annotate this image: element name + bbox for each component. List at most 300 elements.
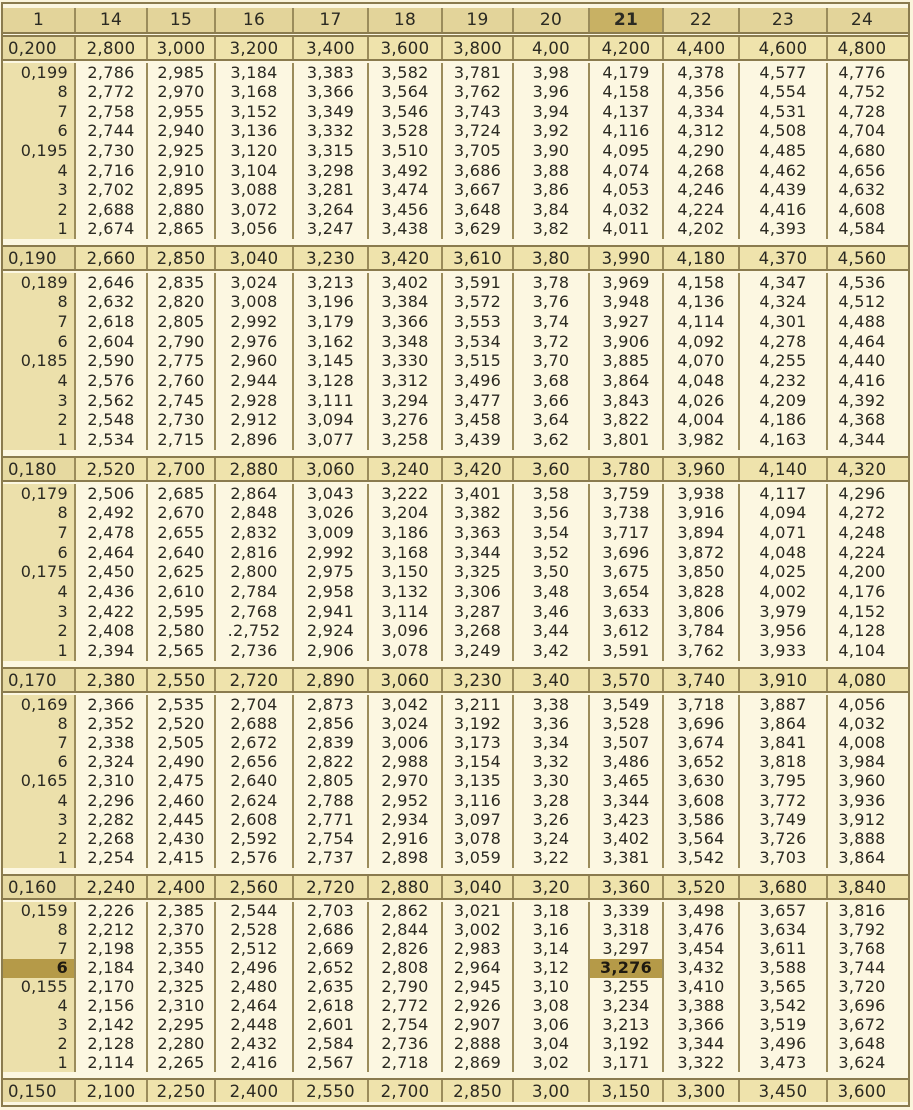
row-cell-value: 4,002 — [740, 582, 828, 602]
row-cell-value: 2,826 — [369, 940, 443, 959]
row-cell-label: 7 — [3, 102, 76, 122]
row-cell-label: 6 — [3, 753, 76, 772]
row-cell-value: 3,12 — [514, 959, 590, 978]
row-cell-value: 3,04 — [514, 1034, 590, 1053]
band-cell-label: 0,180 — [3, 458, 76, 480]
row-cell-label: 7 — [3, 523, 76, 543]
row-cell-value: 4,512 — [838, 292, 886, 312]
row-cell-value: 3,888 — [838, 829, 886, 849]
row-cell-value: 4,632 — [838, 180, 886, 200]
row-cell-value: 3,024 — [216, 273, 294, 293]
table-row — [3, 1034, 908, 1053]
row-cell-value: 3,969 — [590, 273, 664, 293]
row-cell-value: 2,656 — [216, 753, 294, 772]
row-cell-value: 3,564 — [664, 830, 740, 849]
band-row — [3, 35, 908, 61]
row-cell-value: 2,464 — [76, 543, 148, 563]
row-cell-value: 3,44 — [514, 622, 590, 642]
row-cell-value: 3,586 — [664, 810, 740, 829]
row-cell-value: 3,473 — [740, 1053, 828, 1072]
row-cell-value: 3,724 — [443, 122, 514, 142]
band-cell-value: 3,960 — [664, 458, 740, 480]
row-cell-value: 2,672 — [216, 733, 294, 752]
row-cell-value: 3,234 — [590, 996, 664, 1015]
row-cell-label: 6 — [3, 332, 76, 352]
row-cell-value: 3,652 — [664, 753, 740, 772]
row-cell-value: 3,759 — [590, 484, 664, 504]
row-cell-value: 3,186 — [369, 523, 443, 543]
band-cell-value: 4,00 — [514, 37, 590, 59]
row-cell-value: 3,476 — [664, 921, 740, 940]
row-cell-value: 3,111 — [294, 391, 369, 411]
row-cell-value: 3,98 — [514, 63, 590, 83]
row-cell-value: 2,156 — [76, 996, 148, 1015]
row-cell-value: 3,298 — [294, 161, 369, 181]
row-cell-value: 3,591 — [590, 641, 664, 661]
band-cell-label: 0,170 — [3, 669, 76, 691]
row-cell-value: 3,841 — [740, 733, 828, 752]
row-cell-value: 2,624 — [216, 791, 294, 810]
row-cell-value: 3,366 — [664, 1015, 740, 1034]
row-cell-value: 3,114 — [369, 602, 443, 622]
row-cell-value: 2,562 — [76, 391, 148, 411]
band-cell-value: 2,400 — [216, 1080, 294, 1102]
row-cell-label: 6 — [3, 122, 76, 142]
row-cell-value: 2,430 — [148, 830, 216, 849]
band-cell-value: 4,370 — [740, 247, 828, 269]
row-cell-value: 3,822 — [590, 411, 664, 431]
row-cell-label: 4 — [3, 161, 76, 181]
row-cell-value: 2,184 — [76, 959, 148, 978]
row-cell-value: 2,896 — [216, 430, 294, 450]
row-cell-value: 2,688 — [76, 200, 148, 220]
row-cell-value: 4,248 — [838, 523, 886, 543]
row-cell-label: 0,185 — [3, 352, 76, 372]
row-cell-value: 4,485 — [740, 141, 828, 161]
row-cell-value: 3,297 — [590, 940, 664, 959]
row-cell-value: 2,786 — [76, 63, 148, 83]
row-cell-value: 4,094 — [740, 504, 828, 524]
row-cell-value: 3,762 — [664, 641, 740, 661]
row-cell-value: 3,588 — [740, 959, 828, 978]
row-cell-value: 2,702 — [76, 180, 148, 200]
band-cell-value: 3,060 — [369, 669, 443, 691]
table-row — [3, 810, 908, 829]
band-cell-value: 3,300 — [664, 1080, 740, 1102]
row-cell-value: 3,956 — [740, 622, 828, 642]
band-cell-label: 0,160 — [3, 876, 76, 898]
row-cell-label: 8 — [3, 83, 76, 103]
row-cell-value: 4,114 — [664, 312, 740, 332]
row-cell-value: 3,94 — [514, 102, 590, 122]
row-cell-value: 2,730 — [148, 411, 216, 431]
row-cell-value: 3,135 — [443, 772, 514, 791]
band-cell-value: 2,550 — [294, 1080, 369, 1102]
row-cell-value: 4,004 — [664, 411, 740, 431]
row-cell-value: 3,024 — [369, 714, 443, 733]
row-cell-value: 2,888 — [443, 1034, 514, 1053]
row-cell-value: 4,209 — [740, 391, 828, 411]
row-cell-value: 2,869 — [443, 1053, 514, 1072]
band-cell-value: 3,040 — [216, 247, 294, 269]
table-row — [3, 141, 908, 161]
row-cell-value: 2,601 — [294, 1015, 369, 1034]
row-cell-value: 2,864 — [216, 484, 294, 504]
row-cell-value: 3,168 — [369, 543, 443, 563]
row-cell-value: 4,074 — [590, 161, 664, 181]
row-cell-value: 2,820 — [148, 293, 216, 313]
row-cell-value: 3,633 — [590, 602, 664, 622]
row-cell-value: 2,576 — [216, 849, 294, 868]
header-cell-value: 22 — [664, 8, 740, 32]
row-cell-value: 3,591 — [443, 273, 514, 293]
table-row — [3, 791, 908, 810]
row-cell-value: 2,940 — [148, 122, 216, 142]
row-cell-value: 2,772 — [369, 996, 443, 1015]
row-cell-value: 2,506 — [76, 484, 148, 504]
row-cell-value: 4,531 — [740, 102, 828, 122]
row-cell-value: 4,680 — [838, 141, 886, 160]
row-cell-value: 2,685 — [148, 484, 216, 504]
row-cell-label: 1 — [3, 1053, 76, 1072]
row-cell-value: 3,50 — [514, 563, 590, 583]
row-cell-value: 3,630 — [664, 772, 740, 791]
table-row — [3, 504, 908, 524]
row-cell-label: 2 — [3, 622, 76, 642]
row-cell-value: 4,462 — [740, 161, 828, 181]
row-cell-value: 2,975 — [294, 563, 369, 583]
row-cell-value: 3,077 — [294, 430, 369, 450]
row-cell-value: 3,72 — [514, 332, 590, 352]
row-cell-value: 2,475 — [148, 772, 216, 791]
band-cell-value: 2,880 — [369, 876, 443, 898]
row-cell-value: 2,528 — [216, 921, 294, 940]
row-cell-value: 2,385 — [148, 902, 216, 921]
row-cell-value: 3,828 — [664, 582, 740, 602]
row-cell-label: 1 — [3, 219, 76, 239]
row-cell-value: 3,887 — [740, 695, 828, 714]
row-cell-value: 2,686 — [294, 921, 369, 940]
row-cell-label: 2 — [3, 411, 76, 431]
row-cell-value: 2,912 — [216, 411, 294, 431]
row-cell-value: 3,264 — [294, 200, 369, 220]
row-cell-value: 2,772 — [76, 83, 148, 103]
row-cell-value: 2,640 — [148, 543, 216, 563]
header-cell-value: 14 — [76, 8, 148, 32]
row-cell-value: 4,026 — [664, 391, 740, 411]
table-row — [3, 411, 908, 431]
row-cell-value: 3,696 — [664, 714, 740, 733]
row-cell-value: 3,22 — [514, 849, 590, 868]
row-cell-value: 2,590 — [76, 352, 148, 372]
row-cell-value: 3,912 — [838, 810, 886, 829]
row-cell-value: 3,703 — [740, 849, 828, 868]
row-cell-value: 2,754 — [369, 1015, 443, 1034]
row-cell-value: 3,496 — [740, 1034, 828, 1053]
band-cell-value: 3,40 — [514, 669, 590, 691]
row-cell-value: 3,542 — [740, 996, 828, 1015]
table-row — [3, 959, 908, 978]
row-cell-value: 3,002 — [443, 921, 514, 940]
band-cell-value: 3,200 — [216, 37, 294, 59]
row-cell-value: 2,906 — [294, 641, 369, 661]
row-cell-value: 3,984 — [838, 752, 886, 772]
row-cell-label: 0,159 — [3, 902, 76, 921]
row-cell-value: 4,163 — [740, 430, 828, 450]
row-cell-value: 3,255 — [590, 978, 664, 997]
row-cell-value: 2,416 — [216, 1053, 294, 1072]
row-cell-value: 2,544 — [216, 902, 294, 921]
row-cell-value: 3,211 — [443, 695, 514, 714]
row-cell-value: 2,352 — [76, 714, 148, 733]
row-cell-value: 4,356 — [664, 83, 740, 103]
row-cell-value: 3,84 — [514, 200, 590, 220]
table-row — [3, 180, 908, 200]
row-cell-value: 3,916 — [664, 504, 740, 524]
row-cell-value: 2,324 — [76, 753, 148, 772]
band-cell-value: 2,520 — [76, 458, 148, 480]
row-cell-value: 3,249 — [443, 641, 514, 661]
row-cell-value: 3,608 — [664, 791, 740, 810]
table-row — [3, 996, 908, 1015]
row-cell-value: 3,542 — [664, 849, 740, 868]
row-cell-value: 3,120 — [216, 141, 294, 161]
row-cell-value: 3,624 — [838, 1053, 886, 1072]
row-cell-value: 4,158 — [664, 273, 740, 293]
row-cell-value: 3,56 — [514, 504, 590, 524]
row-cell-value: 3,059 — [443, 849, 514, 868]
band-cell-value: 2,250 — [148, 1080, 216, 1102]
row-cell-label: 4 — [3, 371, 76, 391]
row-cell-value: 2,490 — [148, 753, 216, 772]
row-cell-value: 2,618 — [294, 996, 369, 1015]
row-cell-value: 3,933 — [740, 641, 828, 661]
row-cell-value: 3,58 — [514, 484, 590, 504]
row-cell-value: 3,383 — [294, 63, 369, 83]
row-cell-value: 3,64 — [514, 411, 590, 431]
band-cell-value: 2,560 — [216, 876, 294, 898]
row-cell-value: 2,450 — [76, 563, 148, 583]
band-cell-value: 3,00 — [514, 1080, 590, 1102]
row-cell-label: 7 — [3, 733, 76, 752]
row-cell-value: 3,222 — [369, 484, 443, 504]
row-cell-label: 1 — [3, 641, 76, 661]
row-cell-value: 3,104 — [216, 161, 294, 181]
row-cell-value: 3,454 — [664, 940, 740, 959]
row-cell-value: 3,686 — [443, 161, 514, 181]
row-cell-value: 3,213 — [590, 1015, 664, 1034]
row-cell-value: 4,268 — [664, 161, 740, 181]
row-cell-value: 3,021 — [443, 902, 514, 921]
header-cell-value: 23 — [740, 8, 828, 32]
row-cell-value: 2,924 — [294, 622, 369, 642]
band-cell-value: 2,800 — [76, 37, 148, 59]
band-cell-value: 3,000 — [148, 37, 216, 59]
row-cell-value: 2,394 — [76, 641, 148, 661]
row-cell-value: 3,042 — [369, 695, 443, 714]
row-cell-value: 2,674 — [76, 219, 148, 239]
row-cell-value: 3,801 — [590, 430, 664, 450]
row-cell-value: 2,496 — [216, 959, 294, 978]
row-cell-label: 3 — [3, 180, 76, 200]
row-cell-value: 3,330 — [369, 352, 443, 372]
row-cell-value: 4,656 — [838, 160, 886, 180]
table-row — [3, 391, 908, 411]
row-cell-value: 3,402 — [590, 830, 664, 849]
row-cell-value: 2,618 — [76, 312, 148, 332]
row-cell-value: 3,738 — [590, 504, 664, 524]
row-cell-value: 3,674 — [664, 733, 740, 752]
row-cell-value: 3,26 — [514, 810, 590, 829]
row-cell-value: 2,716 — [76, 161, 148, 181]
table-row — [3, 293, 908, 313]
row-cell-value: 3,885 — [590, 352, 664, 372]
row-cell-label: 1 — [3, 430, 76, 450]
row-cell-value: 2,805 — [294, 772, 369, 791]
row-cell-value: 3,864 — [590, 371, 664, 391]
row-cell-value: 3,094 — [294, 411, 369, 431]
row-cell-value: 2,254 — [76, 849, 148, 868]
row-cell-value: 3,287 — [443, 602, 514, 622]
row-cell-value: 3,456 — [369, 200, 443, 220]
row-cell-value: 2,170 — [76, 978, 148, 997]
band-cell-value: 2,660 — [76, 247, 148, 269]
row-cell-value: 2,366 — [76, 695, 148, 714]
row-cell-value: 4,246 — [664, 180, 740, 200]
band-cell-value: 4,140 — [740, 458, 828, 480]
row-cell-value: 2,745 — [148, 391, 216, 411]
row-cell-value: 2,816 — [216, 543, 294, 563]
row-cell-value: 4,536 — [838, 273, 886, 292]
row-cell-value: 2,355 — [148, 940, 216, 959]
row-cell-label: 4 — [3, 582, 76, 602]
row-cell-value: 3,344 — [443, 543, 514, 563]
row-cell-value: 2,325 — [148, 978, 216, 997]
row-cell-label: 0,199 — [3, 63, 76, 83]
row-cell-value: 2,640 — [216, 772, 294, 791]
row-cell-value: 3,344 — [664, 1034, 740, 1053]
band-cell-value: 4,800 — [828, 37, 896, 59]
row-cell-value: 2,964 — [443, 959, 514, 978]
row-cell-value: 3,06 — [514, 1015, 590, 1034]
row-cell-value: 3,982 — [664, 430, 740, 450]
row-cell-value: 2,788 — [294, 791, 369, 810]
row-cell-value: 2,280 — [148, 1034, 216, 1053]
row-cell-value: 2,848 — [216, 504, 294, 524]
row-cell-value: 2,925 — [148, 141, 216, 161]
row-cell-value: 2,992 — [294, 543, 369, 563]
row-cell-value: 4,392 — [838, 391, 886, 410]
band-cell-value: 3,230 — [294, 247, 369, 269]
row-cell-value: 4,393 — [740, 219, 828, 239]
row-cell-value: 3,781 — [443, 63, 514, 83]
row-cell-value: 3,348 — [369, 332, 443, 352]
table-row — [3, 582, 908, 602]
row-cell-value: 4,137 — [590, 102, 664, 122]
band-cell-value: 3,150 — [590, 1080, 664, 1102]
row-cell-label: 3 — [3, 810, 76, 829]
row-cell-value: 4,508 — [740, 122, 828, 142]
row-cell-value: 4,186 — [740, 411, 828, 431]
band-cell-value: 3,230 — [443, 669, 514, 691]
row-cell-value: 2,436 — [76, 582, 148, 602]
row-cell-value: 2,730 — [76, 141, 148, 161]
row-cell-value: 3,92 — [514, 122, 590, 142]
row-cell-value: 4,008 — [838, 733, 886, 753]
row-cell-value: 2,895 — [148, 180, 216, 200]
row-cell-value: 3,816 — [838, 902, 886, 921]
row-cell-value: 2,212 — [76, 921, 148, 940]
row-cell-value: 3,410 — [664, 978, 740, 997]
table-row — [3, 849, 908, 868]
row-cell-value: 3,145 — [294, 352, 369, 372]
row-cell-value: 3,344 — [590, 791, 664, 810]
band-cell-value: 2,850 — [443, 1080, 514, 1102]
row-cell-value: 3,276 — [369, 411, 443, 431]
row-cell-value: 4,440 — [838, 351, 886, 371]
row-cell-value: 2,340 — [148, 959, 216, 978]
row-cell-value: 2,635 — [294, 978, 369, 997]
row-cell-value: 3,48 — [514, 582, 590, 602]
row-cell-value: 4,202 — [664, 219, 740, 239]
row-cell-value: 4,347 — [740, 273, 828, 293]
row-cell-value: 2,758 — [76, 102, 148, 122]
row-cell-value: 3,363 — [443, 523, 514, 543]
row-cell-value: 3,515 — [443, 352, 514, 372]
row-cell-value: 3,70 — [514, 352, 590, 372]
row-cell-value: 2,625 — [148, 563, 216, 583]
band-row — [3, 456, 908, 482]
band-cell-value: 2,700 — [148, 458, 216, 480]
row-cell-value: 2,985 — [148, 63, 216, 83]
row-cell-value: 2,670 — [148, 504, 216, 524]
row-cell-value: 2,736 — [216, 641, 294, 661]
row-cell-value: 2,142 — [76, 1015, 148, 1034]
table-row — [3, 830, 908, 849]
row-cell-value: 2,970 — [369, 772, 443, 791]
band-cell-value: 4,400 — [664, 37, 740, 59]
row-cell-value: 4,728 — [838, 102, 886, 121]
row-cell-value: 2,992 — [216, 312, 294, 332]
row-cell-value: 2,492 — [76, 504, 148, 524]
row-cell-value: .2,752 — [216, 622, 294, 642]
row-cell-value: 3,979 — [740, 602, 828, 622]
band-cell-value: 3,780 — [590, 458, 664, 480]
table-row — [3, 563, 908, 583]
row-cell-value: 3,667 — [443, 180, 514, 200]
row-cell-value: 2,584 — [294, 1034, 369, 1053]
row-cell-value: 3,173 — [443, 733, 514, 752]
row-cell-value: 2,565 — [148, 641, 216, 661]
row-cell-value: 3,718 — [664, 695, 740, 714]
row-cell-value: 2,512 — [216, 940, 294, 959]
row-cell-value: 4,092 — [664, 332, 740, 352]
band-row — [3, 245, 908, 271]
row-cell-value: 3,52 — [514, 543, 590, 563]
row-cell-value: 3,474 — [369, 180, 443, 200]
row-cell-value: 2,844 — [369, 921, 443, 940]
band-cell-value: 4,180 — [664, 247, 740, 269]
row-cell-value: 3,510 — [369, 141, 443, 161]
row-cell-value: 2,310 — [148, 996, 216, 1015]
row-cell-value: 4,368 — [838, 410, 886, 430]
row-cell-value: 3,213 — [294, 273, 369, 293]
row-cell-value: 3,14 — [514, 940, 590, 959]
row-cell-value: 3,634 — [740, 921, 828, 940]
header-cell-value: 20 — [514, 8, 590, 32]
row-cell-label: 8 — [3, 921, 76, 940]
row-cell-value: 2,535 — [148, 695, 216, 714]
